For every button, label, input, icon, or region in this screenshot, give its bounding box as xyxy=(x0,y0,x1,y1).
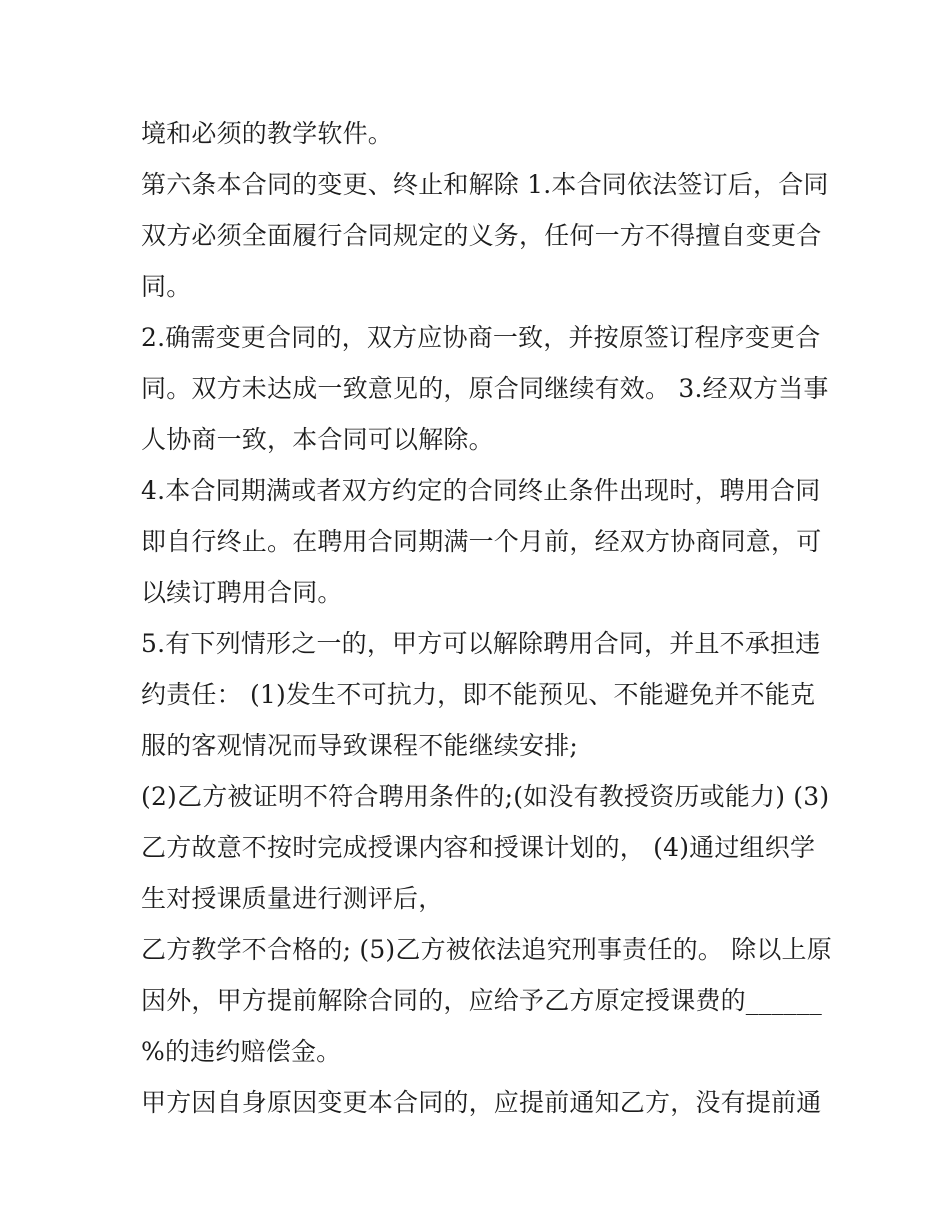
text-line: 同。双方未达成一致意见的，原合同继续有效。 3.经双方当事 xyxy=(141,374,829,403)
text-line: 即自行终止。在聘用合同期满一个月前，经双方协商同意，可 xyxy=(141,527,822,556)
text-line: 4.本合同期满或者双方约定的合同终止条件出现时，聘用合同 xyxy=(141,476,821,505)
text-line: 双方必须全面履行合同规定的义务，任何一方不得擅自变更合 xyxy=(141,221,822,250)
text-line: 因外，甲方提前解除合同的，应给予乙方原定授课费的______ xyxy=(141,986,823,1015)
text-line: 乙方教学不合格的; (5)乙方被依法追究刑事责任的。 除以上原 xyxy=(141,935,832,964)
text-line: %的违约赔偿金。 xyxy=(141,1037,342,1066)
text-line: 以续订聘用合同。 xyxy=(141,578,343,607)
text-line: 生对授课质量进行测评后， xyxy=(141,884,444,913)
contract-body-text xyxy=(141,108,832,1128)
text-line: 甲方因自身原因变更本合同的，应提前通知乙方，没有提前通 xyxy=(141,1088,822,1117)
text-line: 人协商一致，本合同可以解除。 xyxy=(141,425,494,454)
text-line: 境和必须的教学软件。 xyxy=(141,119,394,148)
text-line: 同。 xyxy=(141,272,192,301)
text-line: 第六条本合同的变更、终止和解除 1.本合同依法签订后，合同 xyxy=(141,170,829,199)
text-line: 服的客观情况而导致课程不能继续安排; xyxy=(141,731,579,760)
text-line: 乙方故意不按时完成授课内容和授课计划的， (4)通过组织学 xyxy=(141,833,816,862)
text-line: 约责任： (1)发生不可抗力，即不能预见、不能避免并不能克 xyxy=(141,680,816,709)
text-line: 2.确需变更合同的，双方应协商一致，并按原签订程序变更合 xyxy=(141,323,821,352)
text-line: (2)乙方被证明不符合聘用条件的;(如没有教授资历或能力) (3) xyxy=(141,782,830,811)
text-line: 5.有下列情形之一的，甲方可以解除聘用合同，并且不承担违 xyxy=(141,629,821,658)
